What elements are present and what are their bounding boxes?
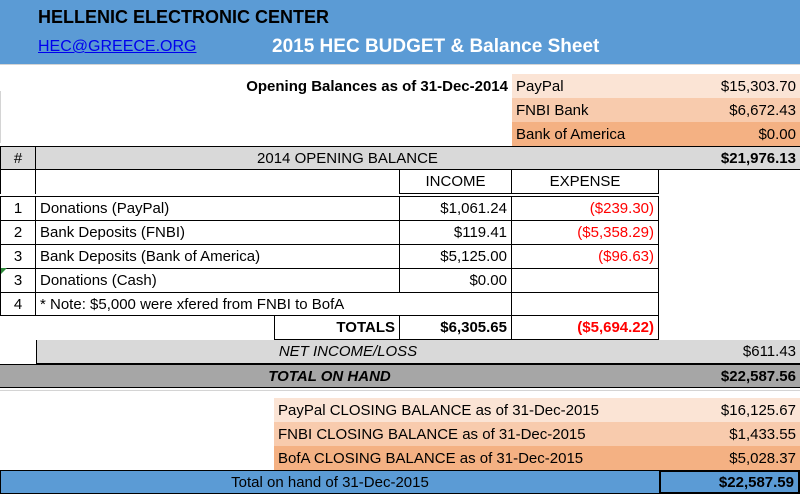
- total-on-hand-value: $22,587.56: [659, 364, 800, 388]
- row-desc: Bank Deposits (FNBI): [36, 220, 400, 244]
- row-num: 1: [0, 196, 36, 220]
- row-desc: Donations (PayPal): [36, 196, 400, 220]
- page-title: 2015 HEC BUDGET & Balance Sheet: [272, 36, 600, 57]
- row-income: $5,125.00: [400, 244, 512, 268]
- row-income: $0.00: [400, 268, 512, 292]
- opening-fnbi-amount: $6,672.43: [659, 98, 800, 122]
- row-income: $1,061.24: [400, 196, 512, 220]
- closing-paypal-label: PayPal CLOSING BALANCE as of 31-Dec-2015: [274, 398, 659, 422]
- income-header: INCOME: [400, 170, 512, 194]
- opening-bofa-amount: $0.00: [659, 122, 800, 146]
- row-expense: ($239.30): [512, 196, 659, 220]
- net-income-value: $611.43: [659, 340, 800, 364]
- hash-header: #: [0, 146, 36, 170]
- email-link[interactable]: HEC@GREECE.ORG: [38, 38, 197, 55]
- opening-balance-total: $21,976.13: [659, 146, 800, 170]
- opening-paypal-amount: $15,303.70: [659, 74, 800, 98]
- row-desc: * Note: $5,000 were xfered from FNBI to BofA: [36, 292, 512, 316]
- closing-bofa-label: BofA CLOSING BALANCE as of 31-Dec-2015: [274, 446, 659, 470]
- opening-fnbi-name: FNBI Bank: [512, 98, 659, 122]
- closing-bofa-amount: $5,028.37: [659, 446, 800, 470]
- row-expense: [512, 292, 659, 316]
- opening-bofa-name: Bank of America: [512, 122, 659, 146]
- net-income-label: NET INCOME/LOSS: [36, 340, 659, 364]
- opening-balance-label: 2014 OPENING BALANCE: [36, 146, 659, 170]
- row-num: 4: [0, 292, 36, 316]
- row-expense: [512, 268, 659, 292]
- row-num: 2: [0, 220, 36, 244]
- closing-total-value: $22,587.59: [659, 470, 800, 494]
- totals-label: TOTALS: [274, 316, 400, 340]
- row-expense: ($5,358.29): [512, 220, 659, 244]
- cell-comment-marker: [1, 268, 7, 274]
- row-income: $119.41: [400, 220, 512, 244]
- row-desc: Bank Deposits (Bank of America): [36, 244, 400, 268]
- closing-paypal-amount: $16,125.67: [659, 398, 800, 422]
- row-desc: Donations (Cash): [36, 268, 400, 292]
- total-on-hand-label: TOTAL ON HAND: [0, 364, 659, 388]
- row-num: 3: [0, 244, 36, 268]
- gridline: [0, 390, 800, 391]
- opening-balances-label: Opening Balances as of 31-Dec-2014: [246, 77, 508, 95]
- opening-paypal-name: PayPal: [512, 74, 659, 98]
- row-expense: ($96.63): [512, 244, 659, 268]
- totals-expense: ($5,694.22): [512, 316, 659, 340]
- gridline: [0, 91, 1, 143]
- totals-income: $6,305.65: [400, 316, 512, 340]
- expense-header: EXPENSE: [512, 170, 659, 194]
- closing-total-label: Total on hand of 31-Dec-2015: [0, 470, 659, 494]
- row-num: 3: [0, 268, 36, 292]
- num-col-blank: [0, 170, 36, 194]
- closing-fnbi-label: FNBI CLOSING BALANCE as of 31-Dec-2015: [274, 422, 659, 446]
- closing-fnbi-amount: $1,433.55: [659, 422, 800, 446]
- org-name: HELLENIC ELECTRONIC CENTER: [38, 6, 330, 27]
- gridline: [0, 64, 800, 65]
- desc-col-blank: [36, 170, 400, 194]
